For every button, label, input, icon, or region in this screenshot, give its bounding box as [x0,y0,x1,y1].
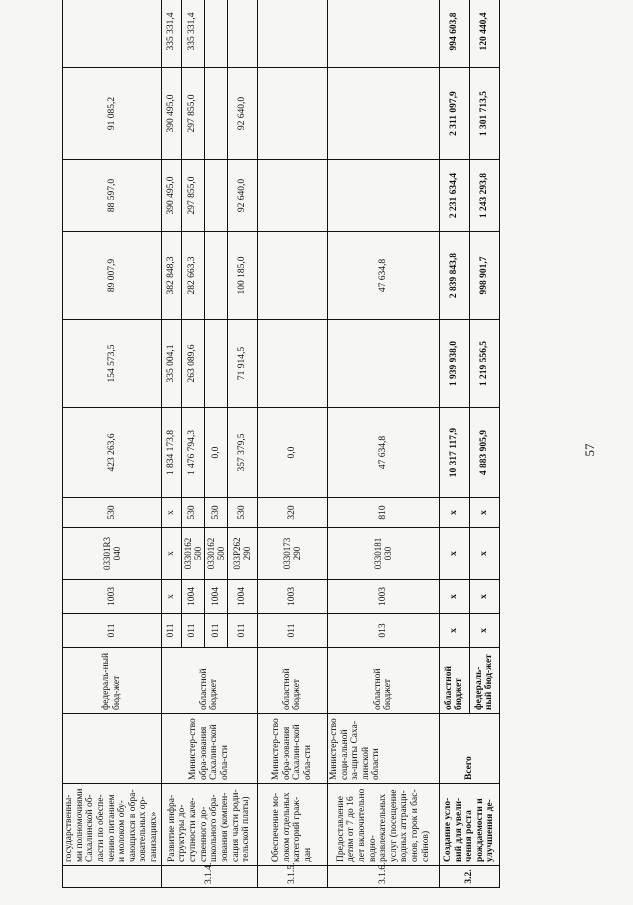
table-row [161,0,181,888]
row-2018: 335 331,4 [161,0,181,68]
row-2014: 71 914,5 [227,320,257,408]
row-number: 3.2. [439,866,499,888]
row-grbs: 011 [204,614,227,648]
row-total: 0,0 [257,408,327,498]
row-2017: 390 495,0 [161,68,181,160]
row-name: Развитие инфра-структуры до-ступности каче-ственного до-школьного обра-зования (компен-сация части роди-тельской платы) [161,784,257,866]
row-executor: Министер-ство обра-зования Сахалин-ской обла-сти [161,714,257,784]
row-2016: 92 640,0 [227,160,257,232]
row-source: областной бюджет [161,648,257,714]
row-2018: 994 603,8 [439,0,469,68]
row-number [63,866,162,888]
row-2014: 1 939 938,0 [439,320,469,408]
row-2016: 297 855,0 [181,160,204,232]
row-name: Создание усло-вий для увели-чения роста рождаемости и улучшения де- [439,784,499,866]
row-vr: 530 [227,498,257,528]
row-2017: 2 311 097,9 [439,68,469,160]
row-executor: Министер-ство обра-зования Сахалин-ской обла-сти [257,714,327,784]
row-total: 1 834 173,8 [161,408,181,498]
row-rzpr: x [469,580,499,614]
row-csr: x [439,528,469,580]
row-number: 3.1.6. [327,866,439,888]
row-2017 [327,68,439,160]
row-vr: x [161,498,181,528]
row-2017: 91 085,2 [63,68,162,160]
row-2014: 335 004,1 [161,320,181,408]
row-executor [63,714,162,784]
row-csr: 0330162 500 [204,528,227,580]
row-csr: 0330181 030 [327,528,439,580]
row-2016 [204,160,227,232]
row-total: 4 883 905,9 [469,408,499,498]
row-2015: 100 185,0 [227,232,257,320]
row-rzpr: 1004 [181,580,204,614]
row-2015 [257,232,327,320]
row-grbs: 011 [257,614,327,648]
row-rzpr: 1004 [204,580,227,614]
page-number: 57 [582,443,597,457]
row-grbs: 011 [181,614,204,648]
row-2016: 390 495,0 [161,160,181,232]
row-2017 [204,68,227,160]
row-rzpr: x [439,580,469,614]
row-vr: 530 [181,498,204,528]
row-2018 [227,0,257,68]
row-source: областной бюджет [257,648,327,714]
row-2015: 998 901,7 [469,232,499,320]
row-2014: 154 573,5 [63,320,162,408]
row-2016: 2 231 634,4 [439,160,469,232]
row-grbs: 011 [161,614,181,648]
row-name: Предоставление детям от 7 до 16 лет включительно водно-развлекательных услуг (посещение водных аттракци-онов, горок и бас-сейнов) [327,784,439,866]
row-2015: 382 848,3 [161,232,181,320]
row-rzpr: 1003 [257,580,327,614]
row-csr: x [161,528,181,580]
row-vr: x [439,498,469,528]
row-total: 423 263,6 [63,408,162,498]
row-total: 1 476 794,3 [181,408,204,498]
row-number: 3.1.4. [161,866,257,888]
row-2017: 1 301 713,5 [469,68,499,160]
row-2018 [257,0,327,68]
row-executor: Министер-ство соци-альной за-щиты Саха-линской области [327,714,439,784]
row-2015: 47 634,8 [327,232,439,320]
row-total: 357 379,5 [227,408,257,498]
row-grbs: 013 [327,614,439,648]
row-2014 [204,320,227,408]
row-2016 [257,160,327,232]
row-2016: 88 597,0 [63,160,162,232]
row-csr: 0330173 290 [257,528,327,580]
row-2018: 120 440,4 [469,0,499,68]
row-2014 [257,320,327,408]
row-executor: Всего [439,714,499,784]
row-vr: 810 [327,498,439,528]
row-total: 47 634,8 [327,408,439,498]
row-grbs: x [469,614,499,648]
row-2015: 282 663,3 [181,232,204,320]
row-2015: 89 007,9 [63,232,162,320]
budget-table [62,0,500,888]
row-2016 [327,160,439,232]
row-source: федераль-ный бюд-жет [63,648,162,714]
row-name: государственны-ми полномочиями Сахалинской об-ласти по обеспе-чению питанием и молоком обу-чающихся в обра-зовательных ор-ганизациях» [63,784,162,866]
row-2014: 1 219 556,5 [469,320,499,408]
row-rzpr: x [161,580,181,614]
row-rzpr: 1004 [227,580,257,614]
row-2017: 92 640,0 [227,68,257,160]
row-vr: x [469,498,499,528]
row-2018 [327,0,439,68]
row-vr: 320 [257,498,327,528]
row-csr: 0330162 500 [181,528,204,580]
row-2017: 297 855,0 [181,68,204,160]
row-vr: 530 [63,498,162,528]
row-total: 0,0 [204,408,227,498]
row-2016: 1 243 293,8 [469,160,499,232]
row-2018 [204,0,227,68]
row-rzpr: 1003 [327,580,439,614]
row-source: областной бюджет [327,648,439,714]
row-number: 3.1.5. [257,866,327,888]
row-rzpr: 1003 [63,580,162,614]
row-source: областной бюджет [439,648,469,714]
row-2018: 335 331,4 [181,0,204,68]
table-row [327,0,439,888]
row-2015 [204,232,227,320]
row-2017 [257,68,327,160]
row-csr: 03301R3 040 [63,528,162,580]
table-row [257,0,327,888]
row-2018 [63,0,162,68]
row-2014 [327,320,439,408]
row-grbs: 011 [63,614,162,648]
row-source: федераль-ный бюд-жет [469,648,499,714]
row-total: 10 317 117,9 [439,408,469,498]
row-2014: 263 089,6 [181,320,204,408]
row-csr: x [469,528,499,580]
row-2015: 2 839 843,8 [439,232,469,320]
table-row [439,0,469,888]
row-name: Обеспечение мо-локом отдельных категорий граж-дан [257,784,327,866]
table-row [63,0,162,888]
row-vr: 530 [204,498,227,528]
row-grbs: 011 [227,614,257,648]
row-grbs: x [439,614,469,648]
row-csr: 033P262 290 [227,528,257,580]
